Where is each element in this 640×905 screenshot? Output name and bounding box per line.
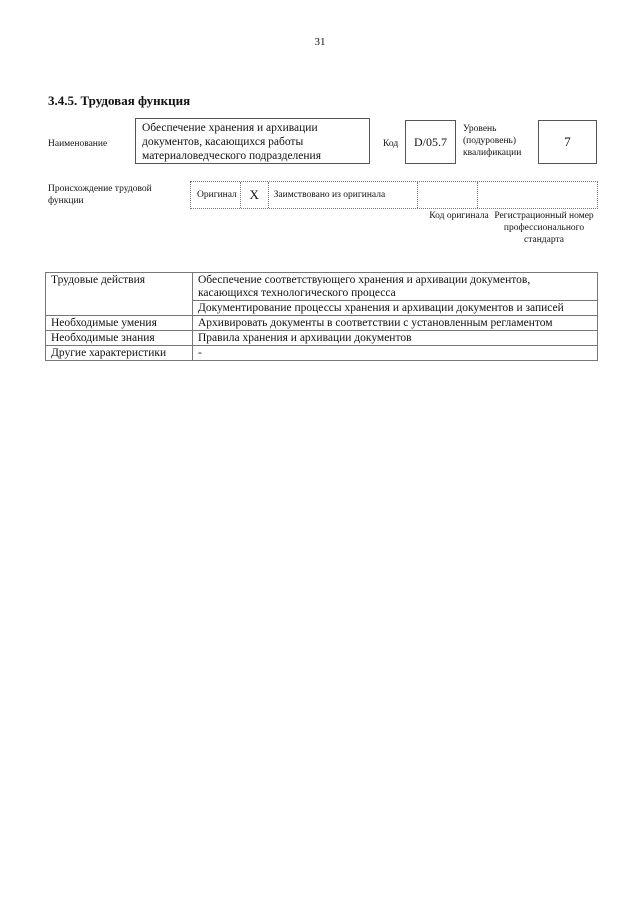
table-row (46, 316, 598, 331)
origin-label: Происхождение трудовой функции (48, 184, 152, 206)
section-heading: 3.4.5. Трудовая функция (48, 93, 191, 108)
table-row (46, 346, 598, 361)
name-label: Наименование (48, 139, 108, 149)
function-code: D/05.7 (405, 120, 456, 164)
original-mark: X (241, 182, 269, 208)
page-number: 31 (314, 36, 326, 48)
original-code-cell (418, 182, 478, 208)
other-label: Другие характеристики (46, 346, 193, 361)
borrowed-label: Заимствовано из оригинала (269, 182, 418, 208)
function-name: Обеспечение хранения и архивации документов, касающихся работы материаловедческого подразделения (135, 118, 370, 164)
labor-action: Обеспечение соответствующего хранения и архивации документов, касающихся технологического процесса (193, 273, 598, 301)
level-label: Уровень (подуровень) квалификации (463, 124, 522, 158)
knowledge-label: Необходимые знания (46, 331, 193, 346)
skills-label: Необходимые умения (46, 316, 193, 331)
table-row (46, 273, 598, 301)
labor-action: Документирование процессы хранения и архивации документов и записей (193, 301, 598, 316)
original-label: Оригинал (191, 182, 241, 208)
table-row (46, 331, 598, 346)
function-table (45, 272, 598, 361)
code-caption: Код оригинала (429, 211, 489, 221)
origin-row (190, 181, 598, 209)
knowledge-value: Правила хранения и архивации документов (193, 331, 598, 346)
labor-actions-label: Трудовые действия (46, 273, 193, 316)
qualification-level: 7 (538, 120, 597, 164)
code-label: Код (383, 139, 399, 149)
skills-value: Архивировать документы в соответствии с установленным регламентом (193, 316, 598, 331)
reg-caption: Регистрационный номер профессионального стандарта (494, 211, 594, 245)
reg-number-cell (478, 182, 597, 208)
other-value: - (193, 346, 598, 361)
